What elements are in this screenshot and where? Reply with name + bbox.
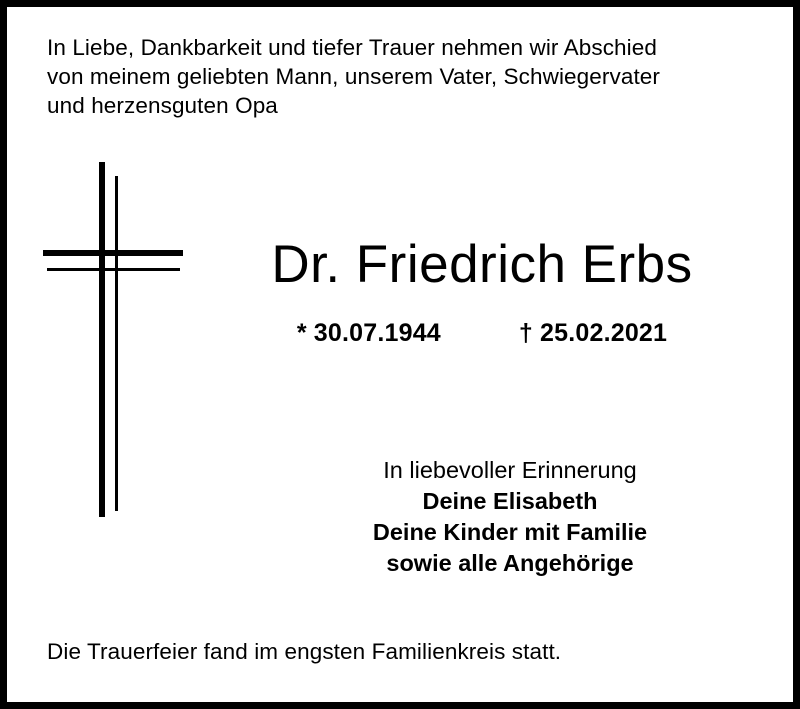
intro-line-3: und herzensguten Opa [47, 93, 278, 118]
memorial-line-3: Deine Kinder mit Familie [372, 519, 648, 545]
cross-horizontal-bar [43, 250, 183, 256]
intro-line-2: von meinem geliebten Mann, unserem Vater, Schwiegervater [47, 64, 661, 89]
cross-vertical-bar [99, 162, 105, 517]
intro-text [47, 33, 763, 120]
deceased-name: Dr. Friedrich Erbs [271, 235, 693, 294]
birth-date-value: 30.07.1944 [313, 319, 441, 347]
cross-icon [43, 162, 193, 517]
memorial-line-2: Deine Elisabeth [422, 488, 598, 514]
birth-date [297, 319, 441, 348]
funeral-note: Die Trauerfeier fand im engsten Familienkreis statt. [47, 639, 562, 664]
cross-horizontal-line [47, 268, 180, 271]
memorial-block [300, 455, 720, 579]
memorial-line-1: In liebevoller Erinnerung [383, 457, 637, 483]
intro-line-1: In Liebe, Dankbarkeit und tiefer Trauer nehmen wir Abschied [47, 35, 657, 60]
death-date-value: 25.02.2021 [540, 319, 668, 347]
notice-inner [7, 7, 793, 702]
cross-dagger-icon: † [518, 319, 534, 347]
death-date [519, 319, 667, 348]
memorial-line-4: sowie alle Angehörige [386, 550, 634, 576]
birth-symbol-icon: * [296, 319, 307, 347]
cross-vertical-line [115, 176, 118, 511]
life-dates [197, 319, 767, 348]
